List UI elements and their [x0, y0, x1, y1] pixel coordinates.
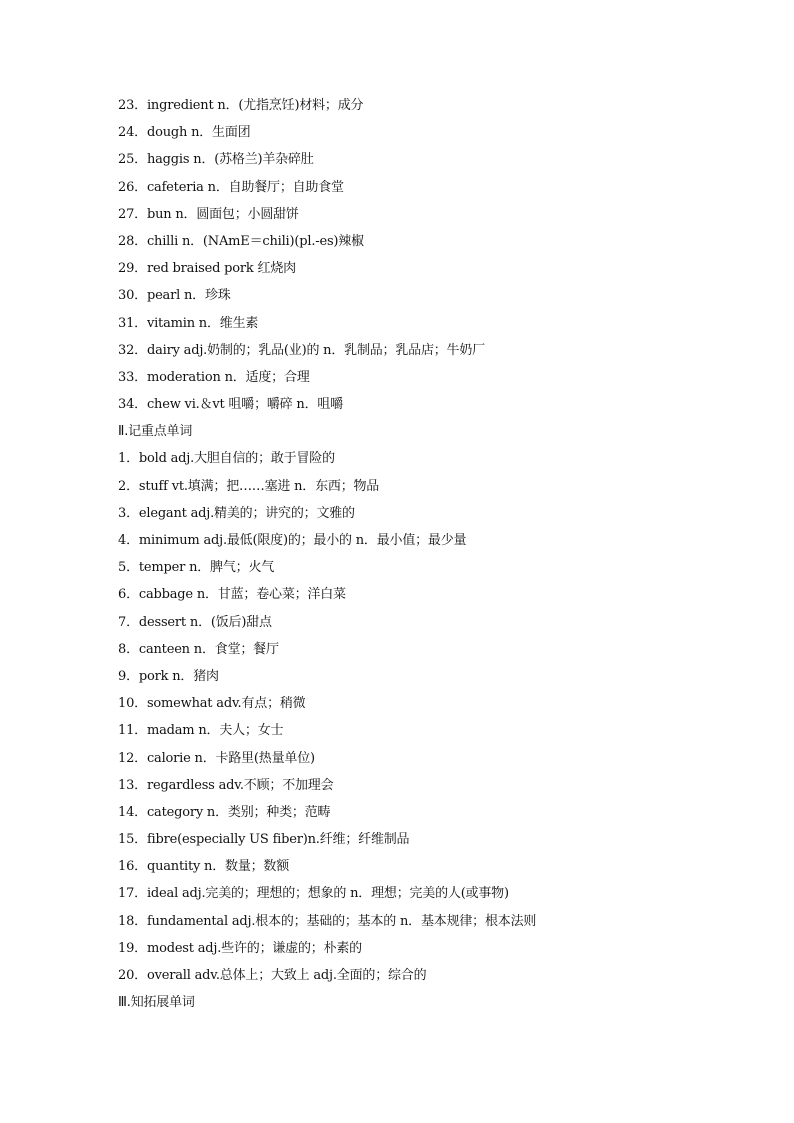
- vocab-item-24: 24．dough n．生面团: [118, 125, 251, 141]
- vocab-item-23: 23．ingredient n．(尤指烹饪)材料；成分: [118, 98, 364, 113]
- key-word-item-2: 2．stuff vt.填满；把……塞进 n．东西；物品: [118, 478, 380, 494]
- section-heading-key-words: Ⅱ.记重点单词: [118, 424, 193, 440]
- vocab-item-34: 34．chew vi.＆vt 咀嚼；嚼碎 n．咀嚼: [118, 397, 343, 413]
- key-word-item-8: 8．canteen n．食堂；餐厅: [118, 641, 279, 657]
- key-word-item-13: 13．regardless adv.不顾；不加理会: [118, 777, 334, 793]
- vocab-item-28: 28．chilli n．(NAmE＝chili)(pl.-es)辣椒: [118, 233, 364, 249]
- key-word-item-6: 6．cabbage n．甘蓝；卷心菜；洋白菜: [118, 587, 346, 603]
- key-word-item-4: 4．minimum adj.最低(限度)的；最小的 n．最小值；最少量: [118, 533, 467, 548]
- vocab-item-25: 25．haggis n．(苏格兰)羊杂碎肚: [118, 152, 314, 168]
- key-word-item-5: 5．temper n．脾气；火气: [118, 560, 275, 576]
- key-word-item-11: 11．madam n．夫人；女士: [118, 723, 284, 739]
- key-word-item-12: 12．calorie n．卡路里(热量单位): [118, 750, 315, 766]
- key-word-item-19: 19．modest adj.些许的；谦虚的；朴素的: [118, 940, 362, 956]
- vocab-item-27: 27．bun n．圆面包；小圆甜饼: [118, 206, 299, 222]
- vocab-item-29: 29．red braised pork 红烧肉: [118, 261, 296, 277]
- vocabulary-list: [118, 92, 758, 1016]
- key-word-item-7: 7．dessert n．(饭后)甜点: [118, 614, 272, 630]
- key-word-item-1: 1．bold adj.大胆自信的；敢于冒险的: [118, 451, 335, 467]
- key-word-item-10: 10．somewhat adv.有点；稍微: [118, 696, 306, 712]
- key-word-item-3: 3．elegant adj.精美的；讲究的；文雅的: [118, 505, 355, 521]
- key-word-item-17: 17．ideal adj.完美的；理想的；想象的 n．理想；完美的人(或事物): [118, 886, 509, 902]
- key-word-item-15: 15．fibre(especially US fiber)n.纤维；纤维制品: [118, 832, 410, 848]
- vocab-item-32: 32．dairy adj.奶制的；乳品(业)的 n．乳制品；乳品店；牛奶厂: [118, 342, 485, 358]
- key-word-item-16: 16．quantity n．数量；数额: [118, 859, 290, 875]
- key-word-item-9: 9．pork n．猪肉: [118, 668, 219, 684]
- key-word-item-14: 14．category n．类别；种类；范畴: [118, 804, 331, 820]
- vocab-item-26: 26．cafeteria n．自助餐厅；自助食堂: [118, 179, 344, 195]
- vocab-item-33: 33．moderation n．适度；合理: [118, 369, 310, 385]
- key-word-item-20: 20．overall adv.总体上；大致上 adj.全面的；综合的: [118, 968, 427, 983]
- section-heading-extended-words: Ⅲ.知拓展单词: [118, 995, 195, 1011]
- key-word-item-18: 18．fundamental adj.根本的；基础的；基本的 n．基本规律；根本法则: [118, 913, 537, 929]
- vocab-item-31: 31．vitamin n．维生素: [118, 315, 259, 331]
- vocab-item-30: 30．pearl n．珍珠: [118, 288, 231, 304]
